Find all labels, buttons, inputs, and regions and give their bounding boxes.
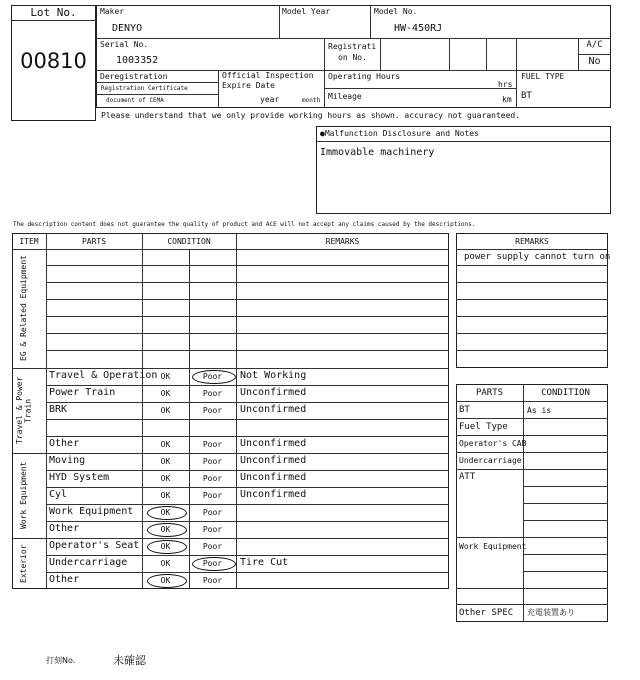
table-row [46, 555, 449, 572]
condition-ok: OK [160, 457, 171, 466]
condition-poor: Poor [202, 542, 223, 551]
condition-ok: OK [160, 389, 171, 398]
condition-ok: OK [160, 542, 171, 551]
row-remark: Not Working [240, 370, 307, 381]
row-part: Other [49, 574, 80, 585]
condition-poor: Poor [202, 406, 223, 415]
ok-circle-mark [147, 523, 187, 537]
ok-circle-mark [147, 540, 187, 554]
maker-value: DENYO [112, 23, 143, 34]
stamp-label: 打刻No. [46, 656, 76, 665]
poor-circle-mark [192, 557, 236, 571]
condition-poor: Poor [202, 440, 223, 449]
row-part: HYD System [49, 472, 110, 483]
mileage-label: Mileage [328, 92, 362, 101]
condition-poor: Poor [202, 457, 223, 466]
official-inspection-label: Official Inspection [222, 71, 314, 80]
right-part-work-equipment: Work Equipment [459, 542, 527, 551]
table-row [46, 521, 449, 538]
right-cond-bt: As is [527, 406, 552, 415]
condition-poor: Poor [202, 508, 223, 517]
stamp-value: 未確認 [113, 654, 146, 667]
table-row [46, 470, 449, 487]
year-label: year [260, 95, 280, 104]
right-cond-other-spec: 充電装置あり [527, 608, 575, 617]
condition-ok: OK [160, 508, 171, 517]
model-no-label: Model No. [374, 7, 418, 16]
table-row [46, 368, 449, 385]
table-row [46, 385, 449, 402]
row-part: Other [49, 438, 80, 449]
condition-ok: OK [160, 474, 171, 483]
cema-label: document of CEMA [106, 97, 164, 104]
lot-number: 00810 [20, 49, 87, 73]
group-eg-label: EG & Related Equipment [19, 255, 28, 362]
hrs-label: hrs [498, 80, 513, 89]
right-col-parts: PARTS [475, 388, 504, 398]
ac-label: A/C [586, 40, 603, 50]
row-part: Cyl [49, 489, 68, 500]
condition-poor: Poor [202, 576, 223, 585]
col-condition: CONDITION [167, 237, 211, 246]
table-row [46, 402, 449, 419]
condition-poor: Poor [202, 525, 223, 534]
table-row [46, 453, 449, 470]
row-remark: Unconfirmed [240, 472, 307, 483]
maker-label: Maker [100, 7, 125, 16]
km-label: km [502, 95, 512, 104]
condition-ok: OK [160, 559, 171, 568]
deregistration-label: Deregistration [100, 72, 168, 81]
group-exterior-label: Exterior [19, 544, 28, 583]
table-row [46, 419, 449, 436]
row-remark: Unconfirmed [240, 455, 307, 466]
condition-poor: Poor [202, 372, 223, 381]
condition-ok: OK [160, 491, 171, 500]
condition-ok: OK [160, 440, 171, 449]
fuel-type-value: BT [521, 91, 532, 101]
malfunction-text: Immovable machinery [320, 147, 435, 158]
right-part-bt: BT [459, 405, 470, 415]
group-work-label: Work Equipment [19, 461, 28, 530]
right-part-undercarriage: Undercarriage [459, 456, 522, 465]
condition-poor: Poor [202, 491, 223, 500]
ok-circle-mark [147, 574, 187, 588]
condition-ok: OK [160, 406, 171, 415]
condition-ok: OK [160, 576, 171, 585]
registration-label: Registrati [328, 42, 377, 51]
registration-label-2: on No. [338, 53, 367, 62]
fuel-type-label: FUEL TYPE [521, 72, 565, 81]
col-parts: PARTS [81, 237, 107, 246]
row-part: Operator's Seat [49, 540, 140, 551]
condition-poor: Poor [202, 474, 223, 483]
row-part: Power Train [49, 387, 116, 398]
row-remark: Unconfirmed [240, 387, 307, 398]
malfunction-box [316, 126, 611, 214]
operating-hours-label: Operating Hours [328, 72, 401, 81]
row-part: BRK [49, 404, 68, 415]
malfunction-title: ●Malfunction Disclosure and Notes [320, 129, 479, 138]
serial-value: 1003352 [116, 55, 159, 66]
disclaimer-text: The description content does not guarantee the quality of product and ACE will not accept any claims caused by the descriptions. [13, 221, 476, 228]
table-row [46, 436, 449, 453]
model-year-label: Model Year [282, 7, 331, 16]
right-part-operator-cab: Operator's CAB [459, 439, 527, 448]
expire-date-label: Expire Date [222, 81, 275, 90]
right-remarks-title: REMARKS [515, 237, 549, 246]
row-remark: Unconfirmed [240, 489, 307, 500]
right-part-other-spec: Other SPEC [459, 608, 514, 618]
notice-text: Please understand that we only provide working hours as shown. accuracy not guaranteed. [101, 111, 521, 120]
ok-circle-mark [147, 506, 187, 520]
col-item: ITEM [19, 237, 39, 246]
serial-label: Serial No. [100, 40, 149, 49]
row-remark: Unconfirmed [240, 404, 307, 415]
right-part-fuel-type: Fuel Type [459, 422, 508, 432]
model-no-value: HW-450RJ [394, 23, 443, 34]
month-label: month [302, 97, 321, 104]
row-part: Work Equipment [49, 506, 134, 517]
condition-ok: OK [160, 372, 171, 381]
right-remarks-text: power supply cannot turn on [464, 252, 611, 262]
ac-value: No [588, 56, 601, 67]
table-row [46, 487, 449, 504]
row-part: Undercarriage [49, 557, 128, 568]
row-part: Moving [49, 455, 86, 466]
group-travel-label: Travel & Power Train [15, 376, 33, 445]
poor-circle-mark [192, 370, 236, 384]
lot-label: Lot No. [30, 6, 77, 19]
condition-poor: Poor [202, 389, 223, 398]
row-remark: Unconfirmed [240, 438, 307, 449]
right-col-condition: CONDITION [541, 388, 590, 398]
row-remark: Tire Cut [240, 557, 289, 568]
table-row [46, 538, 449, 555]
condition-poor: Poor [202, 559, 223, 568]
row-part: Other [49, 523, 80, 534]
table-row [46, 572, 449, 589]
row-part: Travel & Operation [49, 370, 158, 381]
right-part-att: ATT [459, 472, 476, 482]
table-row [46, 504, 449, 521]
condition-ok: OK [160, 525, 171, 534]
registration-certificate-label: Registration Certificate [101, 85, 188, 92]
col-remarks: REMARKS [325, 237, 360, 246]
